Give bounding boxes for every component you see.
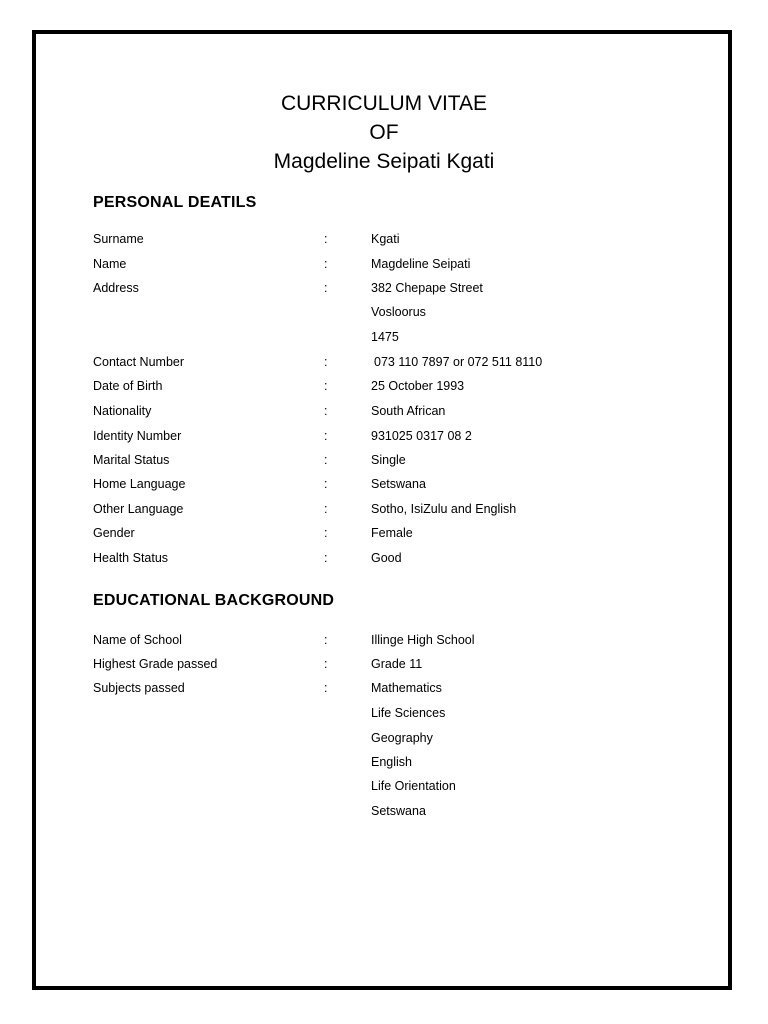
- document-title: [0, 89, 768, 176]
- row-colon: :: [324, 257, 328, 271]
- row-colon: :: [324, 281, 328, 295]
- education-row-subject-5: [0, 776, 768, 796]
- row-value: Sotho, IsiZulu and English: [371, 502, 517, 516]
- education-row-subject-3: [0, 728, 768, 748]
- education-row-grade: [0, 654, 768, 674]
- title-line-cv: CURRICULUM VITAE: [280, 92, 488, 115]
- row-label: Name: [93, 257, 127, 271]
- education-row-subject-4: [0, 752, 768, 772]
- row-value: 931025 0317 08 2: [371, 429, 472, 443]
- personal-row-address-line2: [0, 302, 768, 322]
- personal-row-dob: [0, 376, 768, 396]
- row-label: Name of School: [93, 633, 182, 647]
- row-label: Highest Grade passed: [93, 657, 218, 671]
- row-value: Magdeline Seipati: [371, 257, 471, 271]
- row-colon: :: [324, 502, 328, 516]
- education-row-subject-2: [0, 703, 768, 723]
- row-colon: :: [324, 526, 328, 540]
- title-line-of: OF: [369, 121, 399, 144]
- row-colon: :: [324, 633, 328, 647]
- row-colon: :: [324, 657, 328, 671]
- row-value: South African: [371, 404, 446, 418]
- row-label: Gender: [93, 526, 135, 540]
- row-value: Life Orientation: [371, 779, 456, 793]
- row-colon: :: [324, 477, 328, 491]
- row-colon: :: [324, 232, 328, 246]
- row-value: Mathematics: [371, 681, 442, 695]
- personal-row-id-number: [0, 426, 768, 446]
- personal-details-heading: PERSONAL DEATILS: [93, 194, 257, 211]
- row-value: 1475: [371, 330, 399, 344]
- personal-row-other-language: [0, 499, 768, 519]
- row-value: 382 Chepape Street: [371, 281, 483, 295]
- row-colon: :: [324, 404, 328, 418]
- educational-background-heading: EDUCATIONAL BACKGROUND: [93, 592, 335, 609]
- row-value: Vosloorus: [371, 305, 426, 319]
- personal-row-contact: [0, 352, 768, 372]
- row-colon: :: [324, 551, 328, 565]
- row-value: Grade 11: [371, 657, 423, 671]
- row-value: Setswana: [371, 804, 426, 818]
- row-colon: :: [324, 429, 328, 443]
- row-label: Other Language: [93, 502, 184, 516]
- row-value: Setswana: [371, 477, 426, 491]
- personal-row-home-language: [0, 474, 768, 494]
- education-row-school: [0, 630, 768, 650]
- row-label: Nationality: [93, 404, 152, 418]
- row-label: Contact Number: [93, 355, 185, 369]
- personal-row-address-line3: [0, 327, 768, 347]
- row-label: Address: [93, 281, 139, 295]
- row-value: English: [371, 755, 412, 769]
- row-label: Surname: [93, 232, 144, 246]
- personal-row-address: [0, 278, 768, 298]
- row-value: Life Sciences: [371, 706, 446, 720]
- row-value: 073 110 7897 or 072 511 8110: [374, 355, 543, 369]
- row-colon: :: [324, 379, 328, 393]
- row-value: Female: [371, 526, 413, 540]
- education-row-subject-6: [0, 801, 768, 821]
- personal-row-gender: [0, 523, 768, 543]
- personal-row-health: [0, 548, 768, 568]
- row-value: 25 October 1993: [371, 379, 465, 393]
- row-value: Illinge High School: [371, 633, 475, 647]
- row-value: Good: [371, 551, 402, 565]
- personal-row-name: [0, 254, 768, 274]
- row-label: Home Language: [93, 477, 186, 491]
- row-label: Marital Status: [93, 453, 170, 467]
- row-label: Subjects passed: [93, 681, 185, 695]
- row-colon: :: [324, 681, 328, 695]
- row-label: Health Status: [93, 551, 169, 565]
- row-colon: :: [324, 355, 328, 369]
- row-colon: :: [324, 453, 328, 467]
- row-value: Single: [371, 453, 406, 467]
- personal-row-surname: [0, 229, 768, 249]
- title-line-name: Magdeline Seipati Kgati: [273, 150, 495, 173]
- row-label: Identity Number: [93, 429, 182, 443]
- row-value: Geography: [371, 731, 433, 745]
- row-value: Kgati: [371, 232, 400, 246]
- education-row-subjects: [0, 678, 768, 698]
- personal-row-nationality: [0, 401, 768, 421]
- personal-row-marital: [0, 450, 768, 470]
- row-label: Date of Birth: [93, 379, 163, 393]
